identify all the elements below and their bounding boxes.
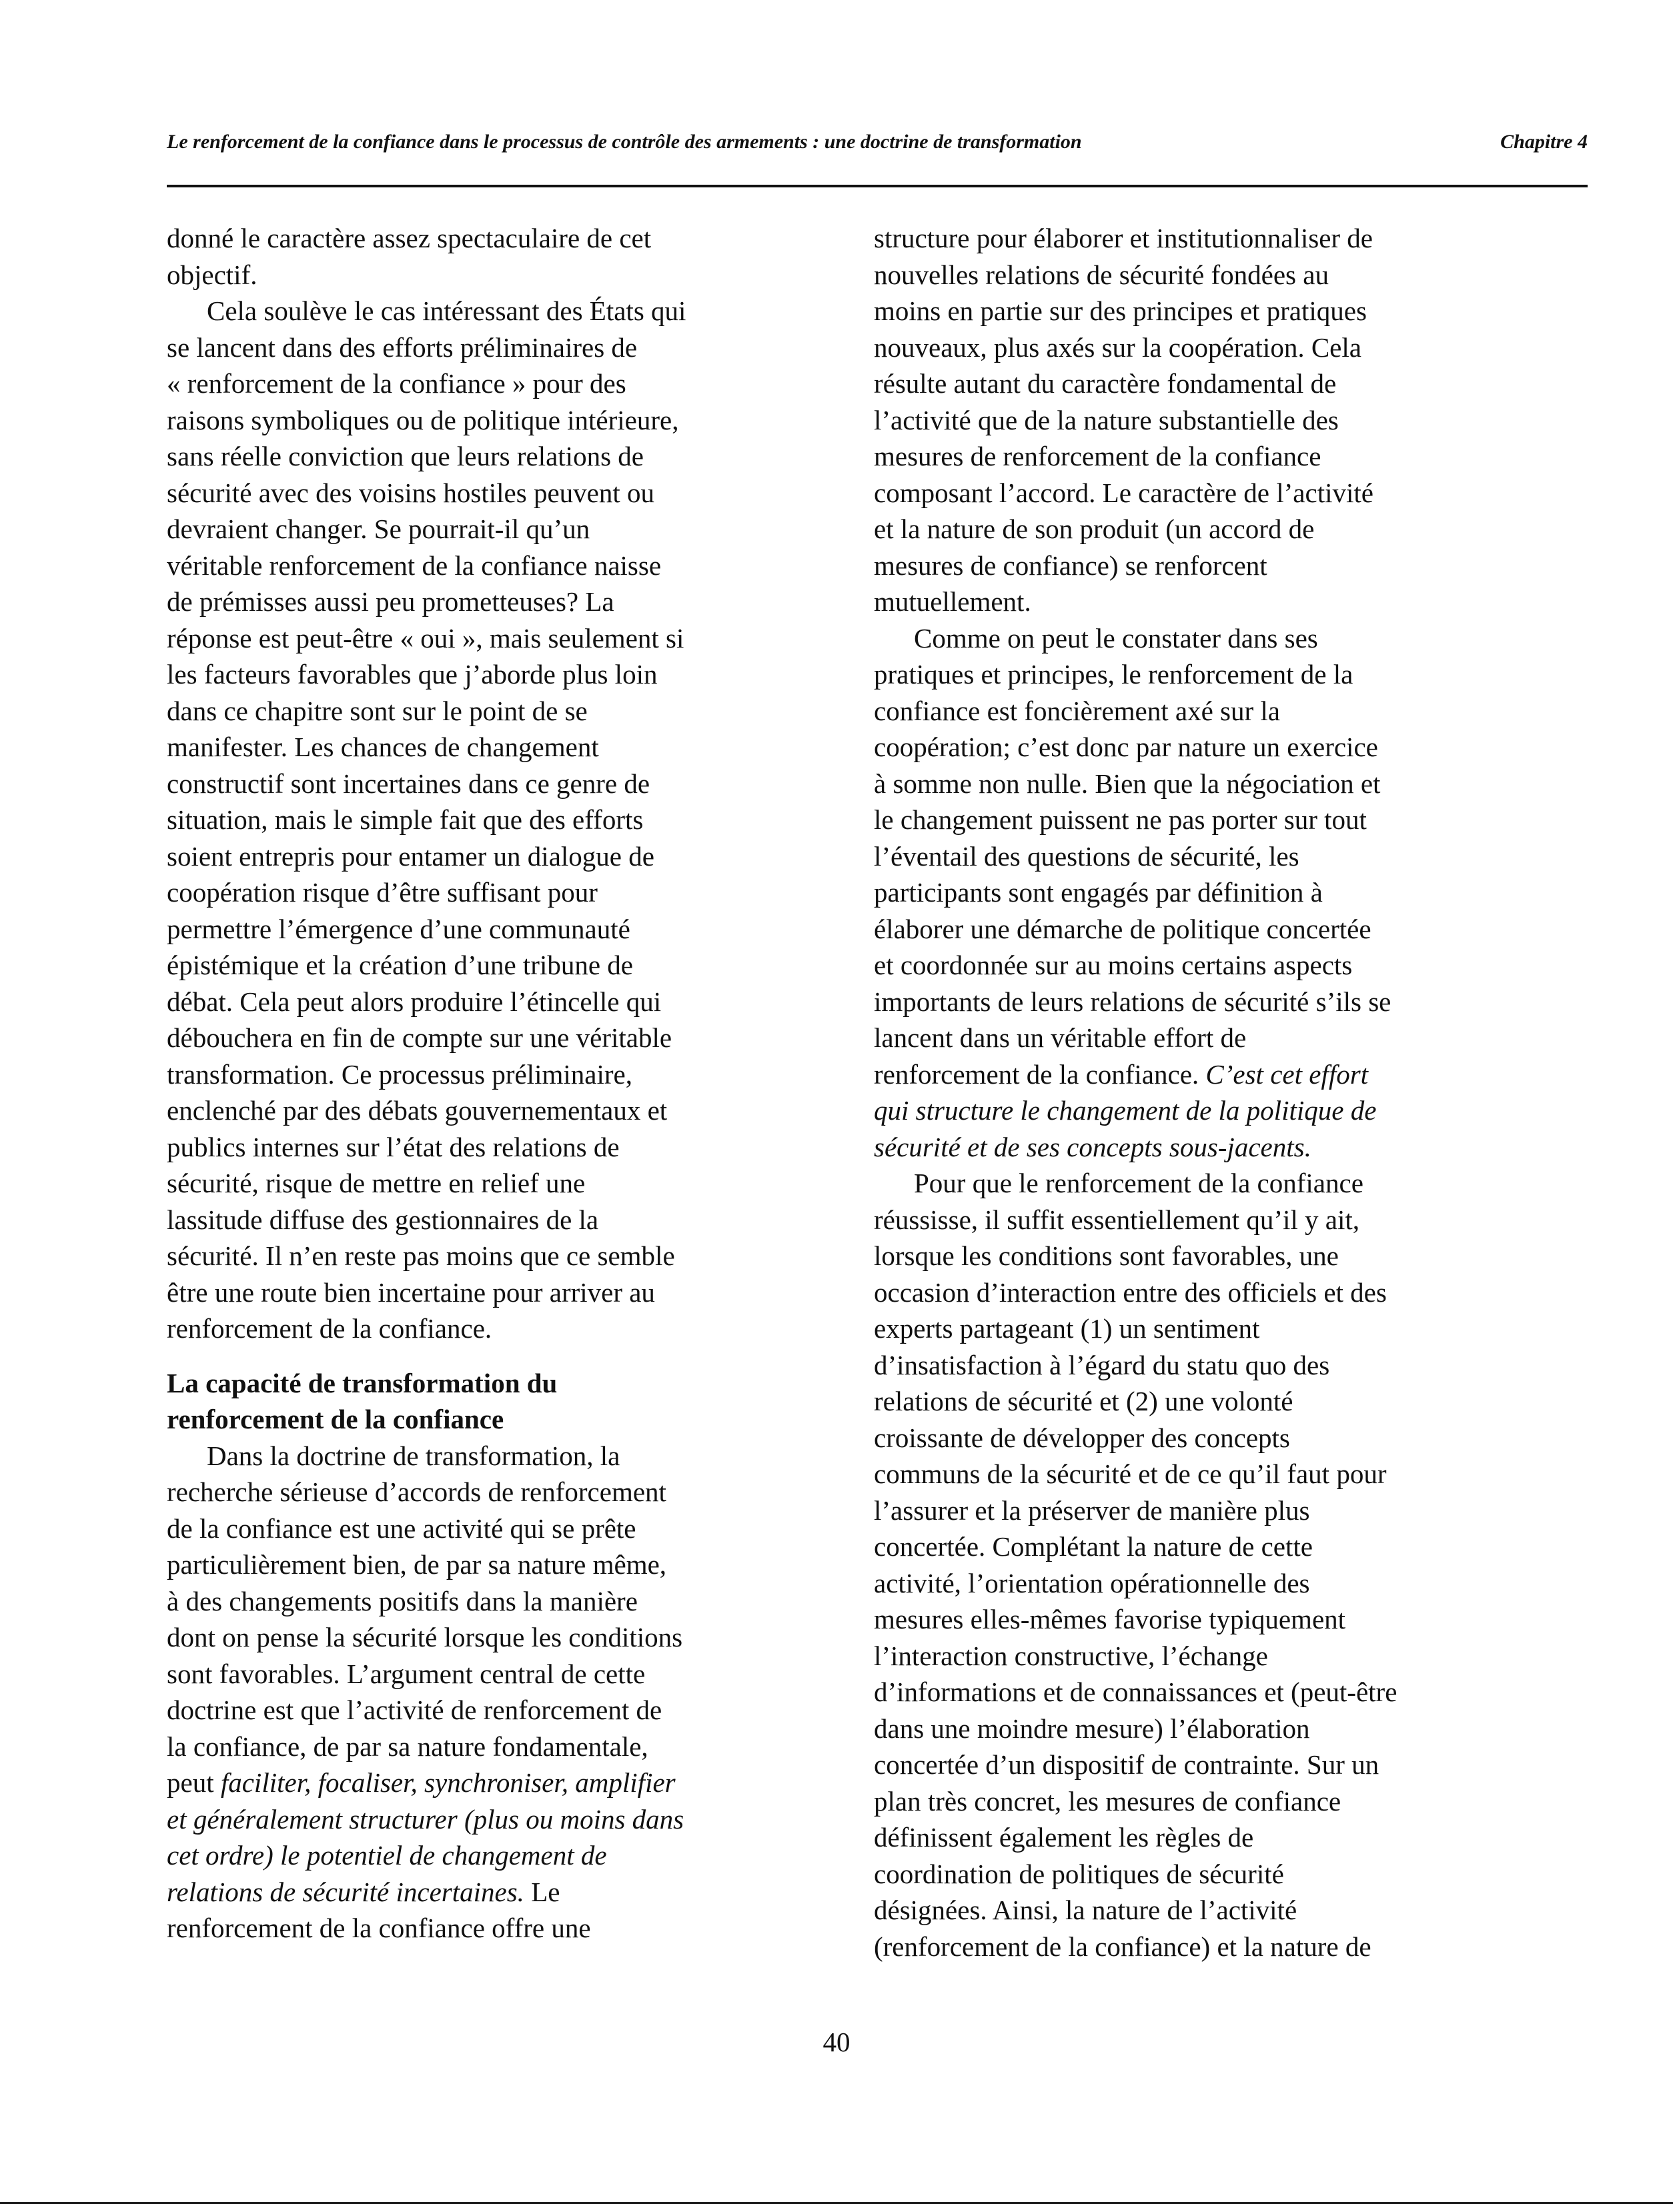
text-line: mesures de renforcement de la confiance [874,441,1321,471]
text-line: Dans la doctrine de transformation, la [207,1440,620,1471]
text-line: épistémique et la création d’une tribune de [167,950,634,980]
text-line: dans ce chapitre sont sur le point de se [167,695,588,726]
text-line [167,1837,800,1874]
text-line: désignées. Ainsi, la nature de l’activité [874,1895,1297,1925]
text-line: soient entrepris pour entamer un dialogue de [167,840,654,872]
text-line: d’insatisfaction à l’égard du statu quo des [874,1349,1330,1380]
right-column [874,220,1508,1965]
text-line: l’interaction constructive, l’échange [874,1640,1268,1671]
section-gap [167,1347,800,1365]
scan-edge-line [0,2202,1673,2204]
heading-line: La capacité de transformation du [167,1367,558,1398]
text-line: plan très concret, les mesures de confiance [874,1785,1341,1817]
text-line: dans une moindre mesure) l’élaboration [874,1713,1310,1744]
text-line: sécurité. Il n’en reste pas moins que ce semble [167,1240,675,1271]
text-line: mutuellement. [874,586,1031,617]
text-line: coopération risque d’être suffisant pour [167,877,598,908]
text-span: peut [167,1767,221,1798]
text-line: à somme non nulle. Bien que la négociation et [874,768,1381,799]
text-line: raisons symboliques ou de politique intérieure, [167,404,679,435]
text-line: être une route bien incertaine pour arriver au [167,1276,655,1308]
paragraph [874,1165,1508,1965]
text-line: particulièrement bien, de par sa nature même, [167,1549,667,1580]
text-line: débat. Cela peut alors produire l’étincelle qui [167,986,662,1017]
text-line: situation, mais le simple fait que des efforts [167,804,644,835]
text-line: manifester. Les chances de changement [167,732,599,762]
text-line: coordination de politiques de sécurité [874,1858,1284,1889]
text-line: réponse est peut-être « oui », mais seulement si [167,622,684,654]
section-heading [167,1365,800,1438]
text-line [167,1801,800,1838]
page-number: 40 [822,2027,851,2057]
text-line [874,1092,1508,1129]
emphasis-text: relations de sécurité incertaines. [167,1876,524,1907]
text-line: activité, l’orientation opérationnelle des [874,1567,1310,1598]
text-line: occasion d’interaction entre des officiels et des [874,1276,1387,1308]
text-line: transformation. Ce processus préliminaire, [167,1058,632,1090]
text-line: enclenché par des débats gouvernementaux et [167,1095,668,1126]
text-line: lorsque les conditions sont favorables, une [874,1240,1339,1271]
text-line [167,1874,800,1911]
text-span: Le [524,1876,560,1907]
text-line: composant l’accord. Le caractère de l’activité [874,477,1373,508]
text-line: participants sont engagés par définition à [874,877,1323,908]
text-line: élaborer une démarche de politique concertée [874,913,1371,944]
text-line: croissante de développer des concepts [874,1422,1290,1453]
text-line: la confiance, de par sa nature fondamentale, [167,1731,648,1762]
text-line: mesures de confiance) se renforcent [874,549,1267,581]
text-line: coopération; c’est donc par nature un exercice [874,732,1378,762]
left-column [167,220,800,1947]
emphasis-text: cet ordre) le potentiel de changement de [167,1840,607,1871]
text-line: et la nature de son produit (un accord de [874,513,1315,544]
text-line: les facteurs favorables que j’aborde plus loin [167,659,658,690]
paragraph [167,1438,800,1947]
emphasis-text: faciliter, focaliser, synchroniser, amplifier [220,1767,676,1798]
text-line: objectif. [167,259,257,290]
text-line: à des changements positifs dans la manière [167,1585,638,1616]
text-line: doctrine est que l’activité de renforcement de [167,1695,662,1725]
text-line: experts partageant (1) un sentiment [874,1313,1260,1344]
text-line: renforcement de la confiance offre une [167,1913,591,1943]
text-line: l’activité que de la nature substantielle des [874,404,1339,435]
text-line: concertée d’un dispositif de contrainte. Sur un [874,1749,1379,1780]
text-line: (renforcement de la confiance) et la nature de [874,1931,1371,1962]
chapter-label: Chapitre 4 [1500,131,1588,153]
text-line: structure pour élaborer et institutionnaliser de [874,223,1373,253]
text-line: sans réelle conviction que leurs relations de [167,441,644,471]
text-line: se lancent dans des efforts préliminaires de [167,331,638,363]
text-line: permettre l’émergence d’une communauté [167,913,630,944]
text-line: sécurité avec des voisins hostiles peuvent ou [167,477,654,508]
text-span: renforcement de la confiance. [874,1058,1206,1090]
text-line: renforcement de la confiance. [167,1313,492,1344]
header-rule [167,185,1588,187]
text-line: définissent également les règles de [874,1822,1254,1853]
text-line [874,1129,1508,1166]
text-line: donné le caractère assez spectaculaire de cet [167,223,652,253]
text-line: devraient changer. Se pourrait-il qu’un [167,513,590,544]
emphasis-text: C’est cet effort [1205,1058,1369,1090]
text-line: recherche sérieuse d’accords de renforcement [167,1476,666,1507]
text-line: débouchera en fin de compte sur une véritable [167,1022,672,1053]
text-line: sécurité, risque de mettre en relief une [167,1168,586,1198]
text-line [874,1056,1508,1093]
paragraph [167,293,800,1347]
running-title: Le renforcement de la confiance dans le processus de contrôle des armements : une doctrine de transformation [167,131,1082,153]
text-line: et coordonnée sur au moins certains aspects [874,950,1353,980]
text-line: réussisse, il suffit essentiellement qu’il y ait, [874,1204,1360,1235]
text-line: l’éventail des questions de sécurité, les [874,840,1299,872]
paragraph [874,620,1508,1166]
text-line: lassitude diffuse des gestionnaires de la [167,1204,599,1235]
text-line: Comme on peut le constater dans ses [914,622,1318,654]
text-line: nouvelles relations de sécurité fondées au [874,259,1329,290]
text-line: moins en partie sur des principes et pratiques [874,295,1367,326]
text-line: véritable renforcement de la confiance naisse [167,549,662,581]
text-line: importants de leurs relations de sécurité s’ils se [874,986,1391,1017]
text-line: sont favorables. L’argument central de cette [167,1658,646,1689]
heading-line: renforcement de la confiance [167,1404,504,1434]
text-line: confiance est foncièrement axé sur la [874,695,1280,726]
emphasis-text: sécurité et de ses concepts sous-jacents. [874,1131,1311,1162]
emphasis-text: et généralement structurer (plus ou moins dans [167,1803,684,1835]
text-line: « renforcement de la confiance » pour des [167,368,626,399]
text-line: relations de sécurité et (2) une volonté [874,1386,1293,1416]
running-header [167,131,1588,157]
text-line: d’informations et de connaissances et (peut-être [874,1677,1398,1707]
text-line: le changement puissent ne pas porter sur tout [874,804,1367,835]
text-line [167,1765,800,1801]
text-line: Pour que le renforcement de la confiance [914,1168,1363,1198]
text-line: dont on pense la sécurité lorsque les conditions [167,1622,683,1652]
text-line: Cela soulève le cas intéressant des États qui [207,295,686,326]
text-line: concertée. Complétant la nature de cette [874,1531,1313,1562]
paragraph [874,220,1508,620]
paragraph [167,220,800,293]
text-line: pratiques et principes, le renforcement de la [874,659,1353,690]
text-line: résulte autant du caractère fondamental de [874,368,1337,399]
text-line: de la confiance est une activité qui se prête [167,1512,636,1544]
text-line: communs de la sécurité et de ce qu’il faut pour [874,1458,1387,1489]
text-line: publics internes sur l’état des relations de [167,1131,620,1162]
text-line: nouveaux, plus axés sur la coopération. Cela [874,331,1361,363]
text-line: lancent dans un véritable effort de [874,1022,1247,1053]
emphasis-text: qui structure le changement de la politique de [874,1095,1377,1126]
text-line: constructif sont incertaines dans ce genre de [167,768,650,799]
text-line: de prémisses aussi peu prometteuses? La [167,586,614,617]
text-line: l’assurer et la préserver de manière plus [874,1494,1310,1526]
text-line: mesures elles-mêmes favorise typiquement [874,1604,1346,1634]
